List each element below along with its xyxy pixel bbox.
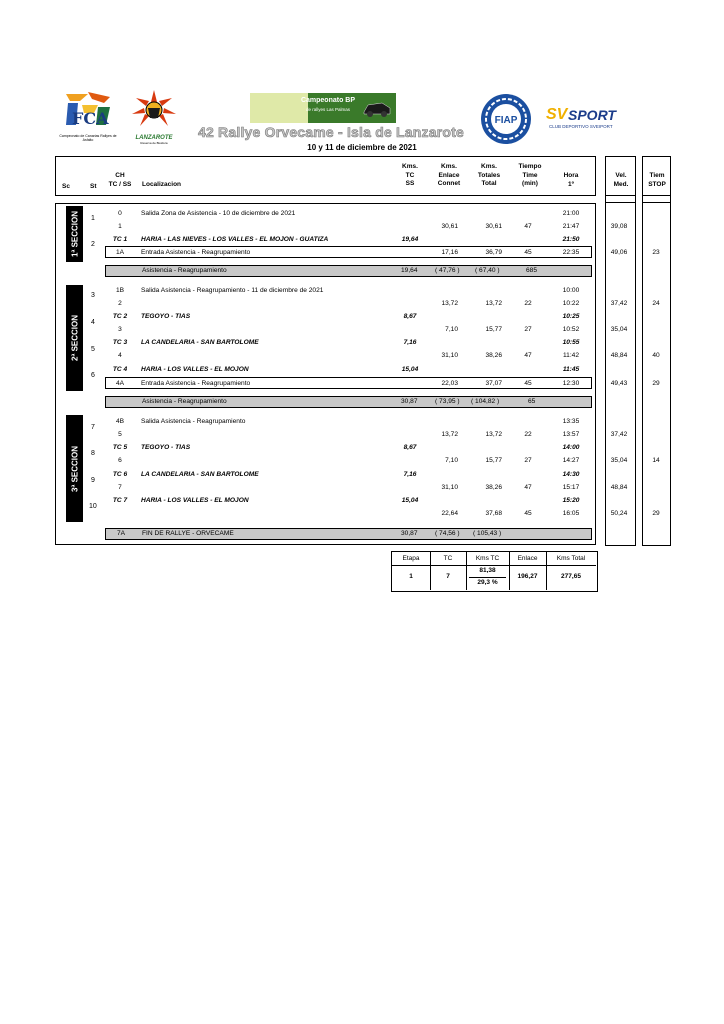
cell-stop: 14 [652,457,660,464]
fin-rallye-bar: 7A FIN DE RALLYE - ORVECAME 30,87 ( 74,56 ) ( 105,43 ) [105,528,592,540]
fiap-emblem-icon [480,93,532,145]
schedule-row [0,417,724,429]
cell-enl: 7,10 [445,457,458,464]
lanzarote-text: LANZAROTE [135,135,173,141]
col-tiempo: Tiempo Time (min) [518,163,542,187]
col-vel: Vel. Med. [613,172,629,188]
page-title: 42 Rallye Orvecame - Isla de Lanzarote [198,124,464,140]
cell-time: 47 [524,352,532,359]
cell-ch: TC 4 [112,366,128,373]
lanzarote-sun-icon [128,88,180,130]
cell-hora: 13:35 [562,418,580,425]
cell-hora: 22:35 [562,249,580,256]
cell-hora: 10:25 [562,313,580,320]
fiap-logo [480,93,532,145]
col-kms-enlace: Kms. Enlace Connet [437,163,461,187]
cell-tot: 38,26 [485,352,502,359]
fcf-emblem-icon [58,89,118,129]
cell-vel: 37,42 [610,431,628,438]
summary-kms-tc: 81,38 [479,567,496,574]
stage-number: 7 [91,424,95,431]
schedule-row [0,496,724,508]
schedule-row [0,325,724,337]
cell-enl: 31,10 [441,484,458,491]
schedule-row [0,483,724,495]
cell-time: 27 [524,326,532,333]
cell-ch: 2 [118,300,122,307]
cell-ch: TC 6 [112,471,128,478]
cell-loc: LA CANDELARIA - SAN BARTOLOME [141,471,259,478]
schedule-row [0,379,724,391]
cell-tcss: 7,16 [403,471,417,478]
summary-head-enlace: Enlace [517,555,538,562]
cell-ch: 1A [115,249,125,256]
cell-ch: 1B [115,287,125,294]
schedule-row [0,209,724,221]
cell-hora: 21:47 [562,223,580,230]
cell-vel: 50,24 [610,510,628,517]
cell-tcss: 7,16 [403,339,417,346]
schedule-row [0,286,724,298]
schedule-row [0,222,724,234]
summary-enlace: 196,27 [517,573,538,580]
stage-number: 9 [91,477,95,484]
fcf-logo [58,89,118,141]
stage-number: 5 [91,346,95,353]
cell-vel: 37,42 [610,300,628,307]
cell-ch: 3 [118,326,122,333]
cell-loc: TEGOYO - TIAS [141,313,191,320]
col-stop: Tiem STOP [648,172,666,188]
summary-tc: 7 [446,573,450,580]
cell-stop: 24 [652,300,660,307]
cell-ch: TC 1 [112,236,128,243]
section-1-band: 1ª SECCION [66,206,83,262]
cell-ch: 4 [118,352,122,359]
stage-number: 8 [91,450,95,457]
cell-time: 22 [524,300,532,307]
cell-enl: 17,16 [441,249,458,256]
cell-vel: 39,08 [610,223,628,230]
cell-time: 45 [524,380,532,387]
summary-head-tc: TC [443,555,453,562]
stage-number: 6 [91,372,95,379]
summary-kms-tc-pct: 29,3 % [477,579,498,586]
cell-loc: LA CANDELARIA - SAN BARTOLOME [141,339,259,346]
schedule-row [0,235,724,247]
cell-hora: 21:00 [562,210,580,217]
cell-vel: 48,84 [610,484,628,491]
cell-hora: 10:55 [562,339,580,346]
fcf-caption: Campeonato de Canarias Rallyes de Asfalto [59,134,117,142]
cell-ch: TC 2 [112,313,128,320]
cell-ch: TC 3 [112,339,128,346]
cell-loc: Salida Asistencia - Reagrupamiento - 11 de diciembre de 2021 [141,287,324,294]
cell-tot: 30,61 [485,223,502,230]
cell-stop: 40 [652,352,660,359]
lanzarote-logo [128,88,180,143]
cell-hora: 10:52 [562,326,580,333]
cell-enl: 7,10 [445,326,458,333]
campeonato-line1: Campeonato BP [300,97,356,104]
schedule-row [0,443,724,455]
col-loc: Localizacion [142,181,182,188]
cell-stop: 23 [652,249,660,256]
cell-tot: 37,07 [485,380,502,387]
col-kms-total: Kms. Totales Total [477,163,501,187]
cell-tcss: 15,04 [401,497,419,504]
cell-enl: 30,61 [441,223,458,230]
cell-vel: 49,43 [610,380,628,387]
cell-tot: 36,79 [485,249,502,256]
cell-hora: 14:27 [562,457,580,464]
cell-hora: 21:50 [562,236,580,243]
sport-text: SPORT [568,107,616,123]
sport-logo [546,106,631,134]
cell-ch: 4B [115,418,125,425]
lanzarote-caption: Reserva de Biosfera [140,141,168,145]
schedule-row [0,299,724,311]
schedule-row [0,312,724,324]
cell-hora: 11:45 [562,366,580,373]
sv-mark: SV [546,106,568,123]
cell-tcss: 15,04 [401,366,419,373]
event-date: 10 y 11 de diciembre de 2021 [307,143,417,152]
cell-stop: 29 [652,380,660,387]
cell-tot: 37,68 [485,510,502,517]
campeonato-line2: de rallyes Las Palmas [305,107,351,112]
cell-vel: 35,04 [610,326,628,333]
cell-hora: 10:00 [562,287,580,294]
cell-enl: 31,10 [441,352,458,359]
col-sc: Sc [62,183,70,190]
cell-time: 47 [524,484,532,491]
cell-tcss: 8,67 [403,313,417,320]
cell-tot: 13,72 [485,431,502,438]
cell-loc: Entrada Asistencia - Reagrupamiento [141,380,251,387]
cell-ch: 4A [115,380,125,387]
cell-hora: 14:30 [562,471,580,478]
stage-number: 3 [91,292,95,299]
summary-kms-total: 277,65 [561,573,581,580]
summary-head-kms-total: Kms Total [556,555,586,562]
cell-hora: 14:00 [562,444,580,451]
cell-stop: 29 [652,510,660,517]
fiap-text: FIAP [494,115,518,126]
cell-ch: 5 [118,431,122,438]
schedule-row [0,456,724,468]
cell-enl: 13,72 [441,300,458,307]
schedule-row [0,351,724,363]
cell-hora: 12:30 [562,380,580,387]
cell-vel: 49,06 [610,249,628,256]
cell-tot: 13,72 [485,300,502,307]
cell-ch: TC 5 [112,444,128,451]
cell-ch: TC 7 [112,497,128,504]
stage-number: 2 [91,241,95,248]
cell-ch: 1 [118,223,122,230]
cell-enl: 13,72 [441,431,458,438]
asistencia-bar: Asistencia - Reagrupamiento 30,87 ( 73,95 ) ( 104,82 ) 65 [105,396,592,408]
schedule-row [0,365,724,377]
cell-time: 22 [524,431,532,438]
summary-head-etapa: Etapa [402,555,420,562]
section-2-band: 2ª SECCION [66,285,83,391]
cell-loc: HARIA - LOS VALLES - EL MOJON [141,366,249,373]
col-hora: Hora 1º [563,172,579,188]
cell-hora: 10:22 [562,300,580,307]
cell-time: 47 [524,223,532,230]
summary-table [391,551,598,592]
cell-loc: Salida Asistencia - Reagrupamiento [141,418,246,425]
cell-ch: 6 [118,457,122,464]
stage-number: 4 [91,319,95,326]
cell-tot: 15,77 [485,457,502,464]
cell-tot: 15,77 [485,326,502,333]
campeonato-bp-banner [250,93,396,123]
cell-enl: 22,03 [441,380,458,387]
cell-tcss: 8,67 [403,444,417,451]
sport-caption: CLUB DEPORTIVO SVEIPORT [549,124,613,129]
cell-ch: 0 [118,210,122,217]
cell-ch: 7 [118,484,122,491]
cell-vel: 35,04 [610,457,628,464]
schedule-row [0,509,724,521]
cell-time: 45 [524,249,532,256]
schedule-row [0,470,724,482]
col-st: St [90,183,97,190]
cell-enl: 22,64 [441,510,458,517]
svg-text:FCA: FCA [72,109,109,128]
cell-hora: 13:57 [562,431,580,438]
cell-tot: 38,26 [485,484,502,491]
cell-tcss: 19,64 [401,236,419,243]
cell-hora: 15:17 [562,484,580,491]
cell-hora: 15:20 [562,497,580,504]
cell-time: 27 [524,457,532,464]
cell-loc: Salida Zona de Asistencia - 10 de diciembre de 2021 [141,210,296,217]
cell-time: 45 [524,510,532,517]
cell-vel: 48,84 [610,352,628,359]
stage-number: 10 [89,503,97,510]
cell-loc: TEGOYO - TIAS [141,444,191,451]
schedule-row [0,430,724,442]
cell-loc: Entrada Asistencia - Reagrupamiento [141,249,251,256]
summary-etapa: 1 [409,573,413,580]
summary-head-kms-tc: Kms TC [475,555,500,562]
cell-hora: 16:05 [562,510,580,517]
asistencia-bar: Asistencia - Reagrupamiento 19,64 ( 47,76 ) ( 67,40 ) 685 [105,265,592,277]
schedule-row [0,248,724,260]
col-kms-tc: Kms. TC SS [402,163,418,187]
schedule-row [0,338,724,350]
col-ch: CH TC / SS [108,172,132,188]
cell-loc: HARIA - LOS VALLES - EL MOJON [141,497,249,504]
stage-number: 1 [91,215,95,222]
cell-hora: 11:42 [562,352,579,359]
section-3-band: 3ª SECCION [66,415,83,522]
cell-loc: HARIA - LAS NIEVES - LOS VALLES - EL MOJON - GUATIZA [141,236,329,243]
